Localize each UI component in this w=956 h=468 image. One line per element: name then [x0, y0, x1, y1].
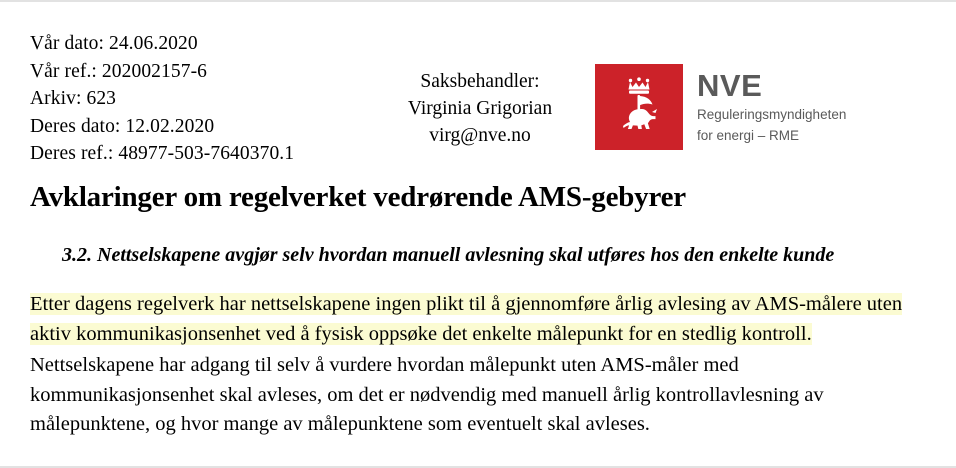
- section-heading: [30, 242, 926, 268]
- document-metadata: [30, 20, 365, 168]
- body-paragraph: Nettselskapene har adgang til selv å vurdere hvordan målepunkt uten AMS-måler med kommunikasjonsenhet skal avleses, om det er nødvendig med manuell årlig kontrollavlesning av målepunktene, og hvor mange av målepunktene som eventuelt skal avleses.: [30, 354, 824, 435]
- caseworker-email: virg@nve.no: [429, 125, 531, 146]
- meta-your-date: Deres dato: 12.02.2020: [30, 115, 215, 137]
- nve-logo: [595, 20, 846, 150]
- meta-archive: Arkiv: 623: [30, 88, 117, 109]
- page-title: Avklaringer om regelverket vedrørende AMS-gebyrer: [30, 181, 686, 213]
- nve-logo-subtitle-line2: for energi – RME: [697, 128, 800, 143]
- caseworker-label: Saksbehandler:: [420, 71, 540, 92]
- meta-our-date: Vår dato: 24.06.2020: [30, 33, 198, 54]
- caseworker-block: [365, 20, 595, 149]
- document-body: [30, 290, 926, 440]
- highlighted-text: Etter dagens regelverk har nettselskapene ingen plikt til å gjennomføre årlig avlesing av AMS-målere uten aktiv kommunikasjonsenhet ved å fysisk oppsøke det enkelte målepunkt for en stedlig kontroll.: [30, 293, 903, 345]
- caseworker-name: Virginia Grigorian: [407, 98, 553, 119]
- meta-our-ref: Vår ref.: 202002157-6: [30, 60, 208, 82]
- nve-logo-name: NVE: [697, 68, 763, 103]
- nve-logo-text: [683, 64, 846, 144]
- highlighted-paragraph: [30, 290, 926, 349]
- nve-logo-subtitle-line1: Reguleringsmyndigheten: [697, 107, 847, 122]
- meta-your-ref: Deres ref.: 48977-503-7640370.1: [30, 143, 295, 164]
- section-heading-text: Nettselskapene avgjør selv hvordan manuell avlesning skal utføres hos den enkelte kunde: [97, 244, 835, 266]
- nve-lion-crest-icon: [595, 64, 683, 150]
- section-number: 3.2.: [62, 244, 92, 266]
- document-header: [30, 20, 926, 170]
